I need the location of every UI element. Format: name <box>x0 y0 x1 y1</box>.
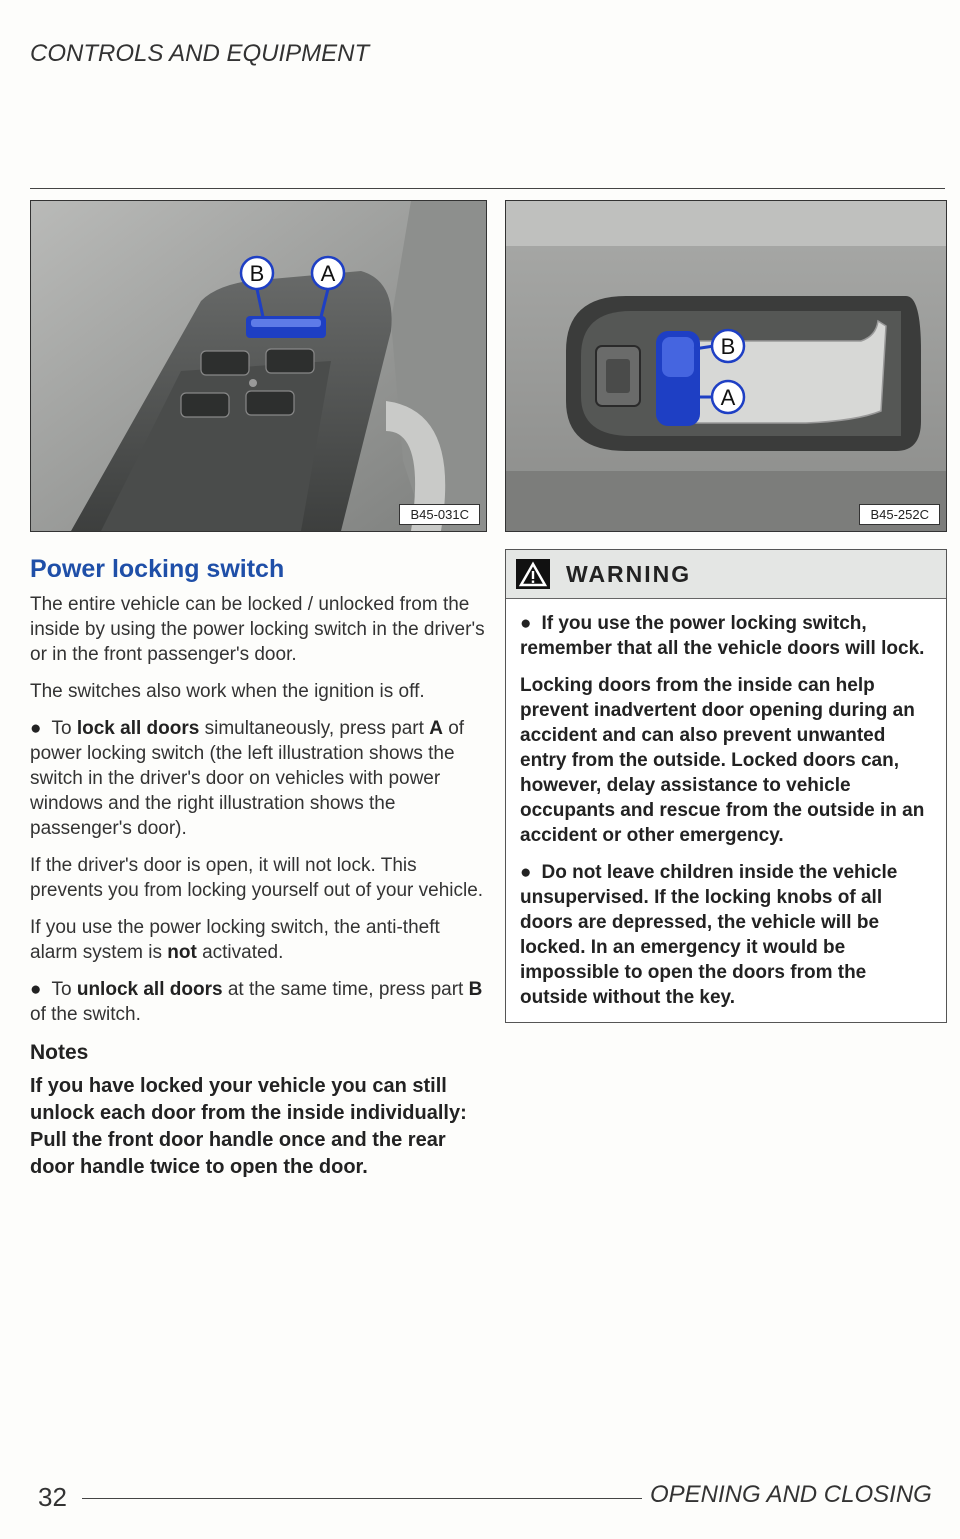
warning-item: Locking doors from the inside can help prevent inadvertent door opening during an accident and can also prevent unwanted entry from the outside. Locked doors can, however, delay assistance to vehicle occupants and rescue from the outside in an accident or other emergency. <box>520 675 925 846</box>
page-number: 32 <box>38 1482 67 1512</box>
bullet-icon: ● <box>520 613 532 634</box>
unlock-instruction: ● To unlock all doors at the same time, press part B of the switch. <box>30 979 483 1025</box>
callout-a-label: A <box>320 261 336 286</box>
header-rule <box>30 188 945 189</box>
bullet-icon: ● <box>30 718 42 739</box>
warning-item: ● If you use the power locking switch, remember that all the vehicle doors will lock. <box>520 613 925 659</box>
door-open-paragraph: If the driver's door is open, it will not lock. This prevents you from locking yourself out of your vehicle. <box>30 855 484 901</box>
passenger-door-illustration <box>506 201 946 531</box>
driver-door-illustration <box>31 201 486 531</box>
footer-section-title: OPENING AND CLOSING <box>650 1481 932 1508</box>
figure-driver-door-switch <box>30 200 487 532</box>
alarm-paragraph: If you use the power locking switch, the anti-theft alarm system is not activated. <box>30 917 440 963</box>
notes-text: If you have locked your vehicle you can still unlock each door from the inside individually: Pull the front door handle once and the rear door handle twice to open the door. <box>30 1075 467 1178</box>
intro-paragraph: The entire vehicle can be locked / unlocked from the inside by using the power locking switch in the driver's or in the front passenger's door. <box>30 594 485 665</box>
bullet-icon: ● <box>30 979 42 1000</box>
warning-triangle-icon <box>516 559 550 589</box>
callout-b-label: B <box>249 261 265 286</box>
section-title: Power locking switch <box>30 555 285 583</box>
figure-passenger-door-switch <box>505 200 947 532</box>
running-header: CONTROLS AND EQUIPMENT <box>30 40 370 67</box>
callout-a-label: A <box>720 385 736 410</box>
warning-label: WARNING <box>566 560 692 587</box>
lock-instruction: ● To lock all doors simultaneously, press part A of power locking switch (the left illustration shows the switch in the driver's door on vehicles with power windows and the right illustration shows the passenger's door). <box>30 718 465 839</box>
callout-b-label: B <box>720 334 736 359</box>
warning-header <box>506 550 946 599</box>
warning-box <box>505 549 947 1023</box>
main-text-column <box>30 555 485 1193</box>
warning-item: ● Do not leave children inside the vehicle unsupervised. If the locking knobs of all doors are depressed, the vehicle will be locked. In an emergency it would be impossible to open the doors from the outside without the key. <box>520 862 898 1008</box>
figure-code: B45-031C <box>399 504 480 525</box>
ignition-paragraph: The switches also work when the ignition is off. <box>30 681 425 702</box>
footer-rule <box>82 1498 642 1499</box>
notes-title: Notes <box>30 1041 89 1064</box>
warning-body <box>506 599 946 1010</box>
figure-code: B45-252C <box>859 504 940 525</box>
bullet-icon: ● <box>520 862 532 883</box>
